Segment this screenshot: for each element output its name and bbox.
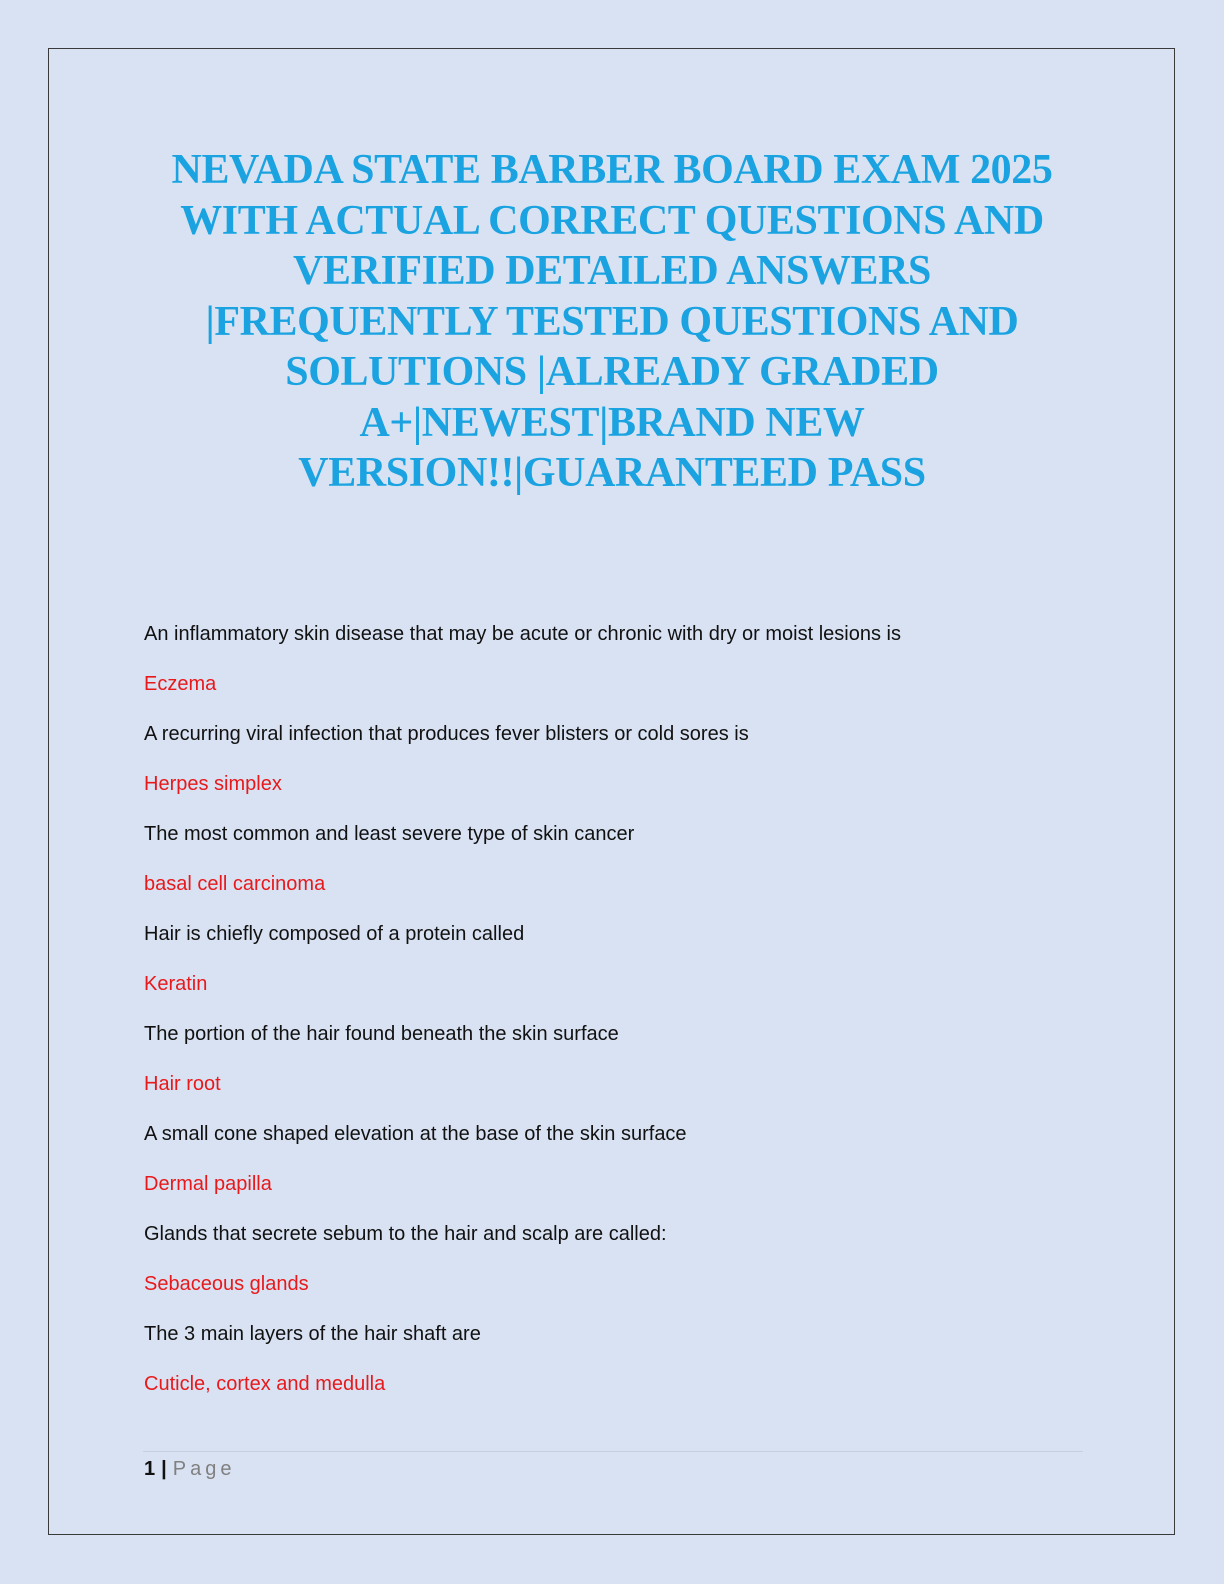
answer-text: Cuticle, cortex and medulla (144, 1373, 386, 1395)
page-number: 1 (144, 1458, 156, 1480)
title-line: VERSION!!|GUARANTEED PASS (298, 450, 926, 496)
answer-text: Herpes simplex (144, 773, 282, 795)
answer-text: basal cell carcinoma (144, 873, 326, 895)
question-text: Glands that secrete sebum to the hair and scalp are called: (144, 1223, 667, 1245)
title-line: SOLUTIONS |ALREADY GRADED (285, 349, 939, 395)
footer-divider (143, 1451, 1083, 1452)
title-line: A+|NEWEST|BRAND NEW (359, 399, 865, 446)
question-text: A recurring viral infection that produces fever blisters or cold sores is (144, 723, 749, 745)
answer-text: Sebaceous glands (144, 1273, 309, 1295)
title-line: VERIFIED DETAILED ANSWERS (292, 248, 932, 294)
answer-text: Dermal papilla (144, 1173, 272, 1195)
document-title (150, 145, 1074, 499)
title-line: NEVADA STATE BARBER BOARD EXAM 2025 (171, 147, 1053, 193)
answer-text: Hair root (144, 1073, 221, 1095)
page-separator: | (161, 1458, 167, 1480)
title-line: WITH ACTUAL CORRECT QUESTIONS AND (180, 197, 1044, 244)
answer-text: Eczema (144, 673, 217, 695)
page-footer (144, 1457, 235, 1481)
question-text: A small cone shaped elevation at the base of the skin surface (144, 1123, 687, 1145)
page-label: Page (172, 1458, 236, 1480)
qa-list (144, 622, 1084, 1422)
question-text: The 3 main layers of the hair shaft are (144, 1323, 481, 1345)
question-text: Hair is chiefly composed of a protein called (144, 923, 525, 945)
question-text: The most common and least severe type of skin cancer (144, 823, 635, 845)
answer-text: Keratin (144, 973, 208, 995)
title-line: |FREQUENTLY TESTED QUESTIONS AND (205, 298, 1019, 345)
question-text: An inflammatory skin disease that may be acute or chronic with dry or moist lesions is (144, 623, 901, 645)
question-text: The portion of the hair found beneath the skin surface (144, 1023, 619, 1045)
